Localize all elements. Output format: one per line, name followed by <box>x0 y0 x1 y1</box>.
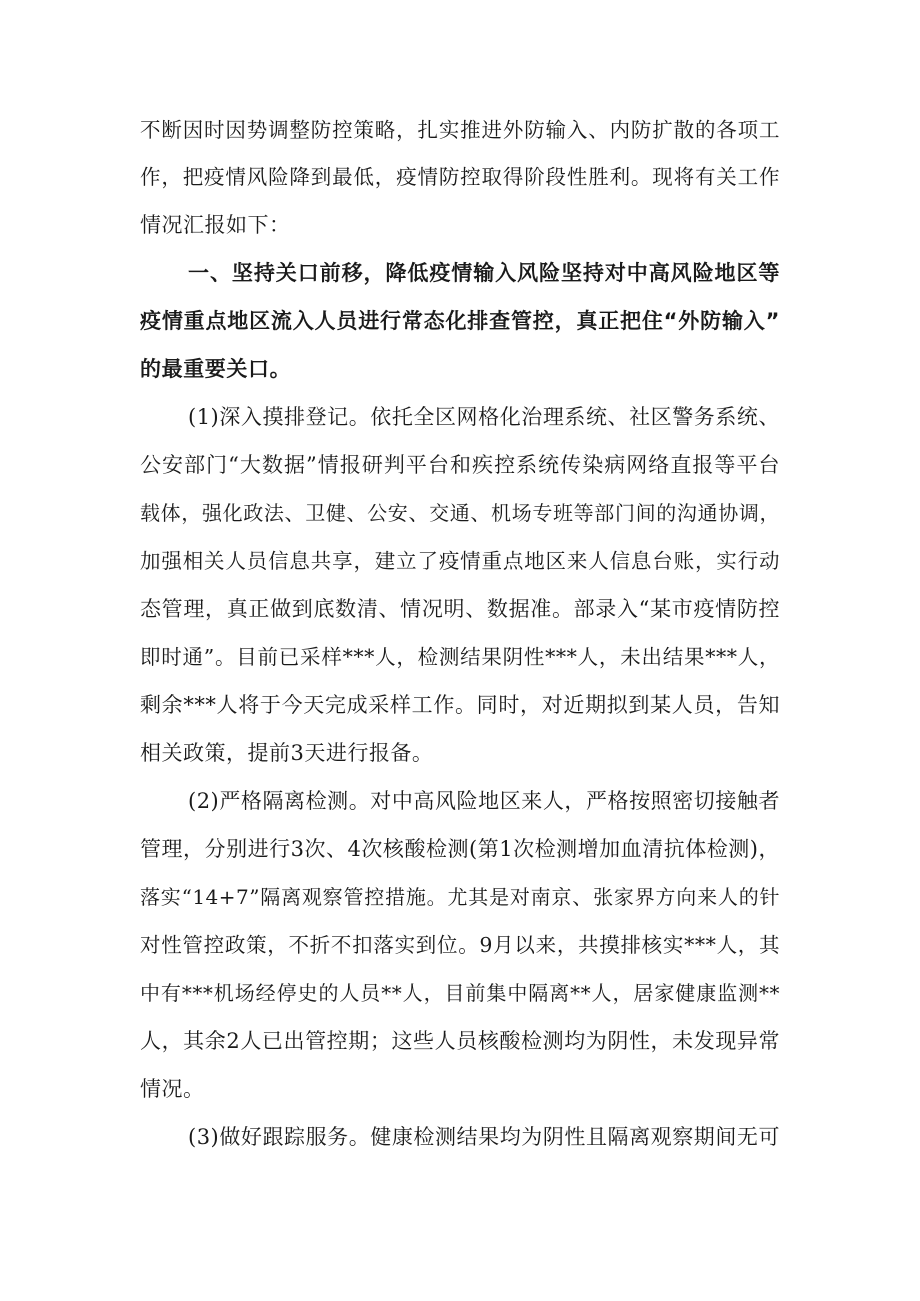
section-2-line-4: 对性管控政策，不折不扣落实到位。9月以来，共摸排核实***人，其 <box>140 933 780 957</box>
heading-1-line-3: 的最重要关口。 <box>140 357 292 381</box>
section-2-line-3: 落实“14+7”隔离观察管控措施。尤其是对南京、张家界方向来人的针 <box>140 885 780 909</box>
heading-1-line-2: 疫情重点地区流入人员进行常态化排查管控，真正把住“外防输入” <box>140 309 780 333</box>
section-2-line-2: 管理，分别进行3次、4次核酸检测(第1次检测增加血清抗体检测)， <box>140 837 780 861</box>
heading-1-line-1: 一、坚持关口前移，降低疫情输入风险坚持对中高风险地区等 <box>188 261 780 285</box>
section-1-line-6: 即时通”。目前已采样***人，检测结果阴性***人，未出结果***人， <box>140 645 780 669</box>
section-1-line-2: 公安部门“大数据”情报研判平台和疾控系统传染病网络直报等平台 <box>140 453 780 477</box>
section-1-line-1: (1)深入摸排登记。依托全区网格化治理系统、社区警务系统、 <box>188 405 780 429</box>
intro-line-2: 作，把疫情风险降到最低，疫情防控取得阶段性胜利。现将有关工作 <box>140 165 780 189</box>
section-1-line-7: 剩余***人将于今天完成采样工作。同时，对近期拟到某人员，告知 <box>140 693 780 717</box>
section-1-line-5: 态管理，真正做到底数清、情况明、数据准。部录入“某市疫情防控 <box>140 597 780 621</box>
section-2-line-7: 情况。 <box>140 1077 205 1101</box>
section-1-line-8: 相关政策，提前3天进行报备。 <box>140 741 434 765</box>
section-3-line-1: (3)做好跟踪服务。健康检测结果均为阴性且隔离观察期间无可 <box>188 1125 780 1149</box>
section-1-line-3: 载体，强化政法、卫健、公安、交通、机场专班等部门间的沟通协调， <box>140 501 780 525</box>
intro-line-1: 不断因时因势调整防控策略，扎实推进外防输入、内防扩散的各项工 <box>140 118 780 142</box>
section-2-line-1: (2)严格隔离检测。对中高风险地区来人，严格按照密切接触者 <box>188 789 780 813</box>
section-2-line-5: 中有***机场经停史的人员**人，目前集中隔离**人，居家健康监测** <box>140 981 780 1005</box>
section-1-line-4: 加强相关人员信息共享，建立了疫情重点地区来人信息台账，实行动 <box>140 549 780 573</box>
intro-line-3: 情况汇报如下： <box>140 213 291 237</box>
section-2-line-6: 人，其余2人已出管控期；这些人员核酸检测均为阴性，未发现异常 <box>140 1029 780 1053</box>
